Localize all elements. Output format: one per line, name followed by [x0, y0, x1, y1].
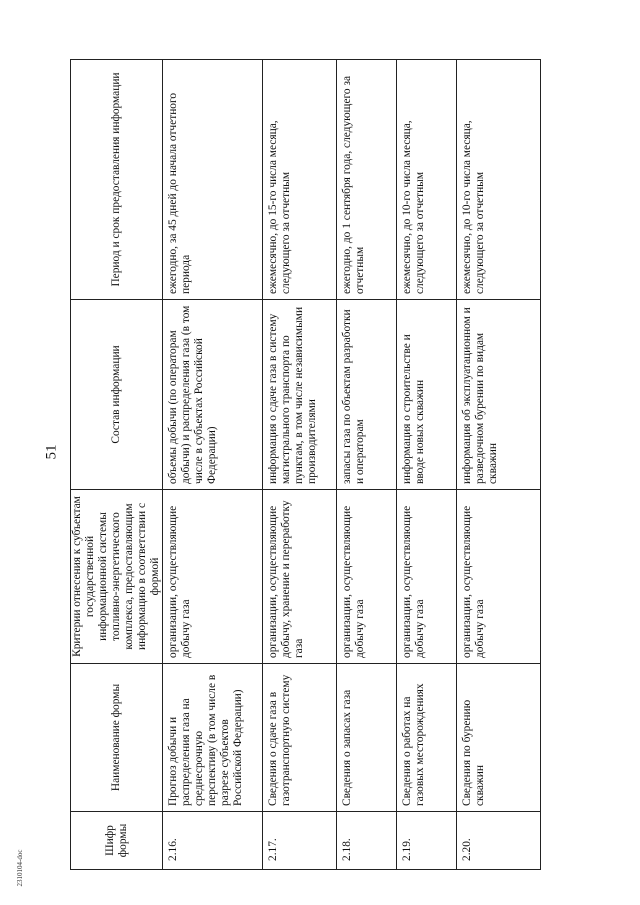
- row-name: Сведения о работах на газовых месторождениях: [397, 663, 457, 811]
- header-period: Период и срок предоставления информации: [71, 59, 163, 299]
- row-criteria: организации, осуществляющие добычу, хранение и переработку газа: [263, 489, 337, 663]
- row-content: информация об эксплуатационном и разведочном бурении по видам скважин: [457, 299, 541, 489]
- row-criteria: организации, осуществляющие добычу газа: [397, 489, 457, 663]
- page-number: 51: [43, 444, 60, 460]
- row-code: 2.16.: [163, 811, 263, 869]
- row-period: ежемесячно, до 10-го числа месяца, следующего за отчетным: [457, 59, 541, 299]
- row-code: 2.17.: [263, 811, 337, 869]
- header-code: Шифр формы: [71, 811, 163, 869]
- row-content: информация о строительстве и вводе новых скважин: [397, 299, 457, 489]
- header-content: Состав информации: [71, 299, 163, 489]
- header-name: Наименование формы: [71, 663, 163, 811]
- row-name: Сведения о сдаче газа в газотранспортную систему: [263, 663, 337, 811]
- row-period: ежегодно, за 45 дней до начала отчетного периода: [163, 59, 263, 299]
- row-period: ежемесячно, до 15-го числа месяца, следующего за отчетным: [263, 59, 337, 299]
- row-code: 2.19.: [397, 811, 457, 869]
- row-criteria: организации, осуществляющие добычу газа: [337, 489, 397, 663]
- row-name: Сведения по бурению скважин: [457, 663, 541, 811]
- row-criteria: организации, осуществляющие добычу газа: [457, 489, 541, 663]
- row-period: ежегодно, до 1 сентября года, следующего за отчетным: [337, 59, 397, 299]
- row-code: 2.18.: [337, 811, 397, 869]
- row-period: ежемесячно, до 10-го числа месяца, следующего за отчетным: [397, 59, 457, 299]
- footer-document-code: 2310104-doc: [16, 849, 24, 887]
- table-container: [70, 60, 540, 870]
- row-name: Прогноз добычи и распределения газа на среднесрочную перспективу (в том числе в разрезе субъектов Российской Федерации): [163, 663, 263, 811]
- row-content: объемы добычи (по операторам добычи) и распределения газа (в том числе в субъектах Российской Федерации): [163, 299, 263, 489]
- forms-table: [70, 59, 541, 870]
- row-code: 2.20.: [457, 811, 541, 869]
- header-criteria: Критерии отнесения к субъектам государственной информационной системы топливно-энергетического комплекса, предоставляющим информацию в соответствии с формой: [71, 489, 163, 663]
- row-criteria: организации, осуществляющие добычу газа: [163, 489, 263, 663]
- row-content: информация о сдаче газа в систему магистрального транспорта по пунктам, в том числе независимыми производителями: [263, 299, 337, 489]
- row-name: Сведения о запасах газа: [337, 663, 397, 811]
- row-content: запасы газа по объектам разработки и операторам: [337, 299, 397, 489]
